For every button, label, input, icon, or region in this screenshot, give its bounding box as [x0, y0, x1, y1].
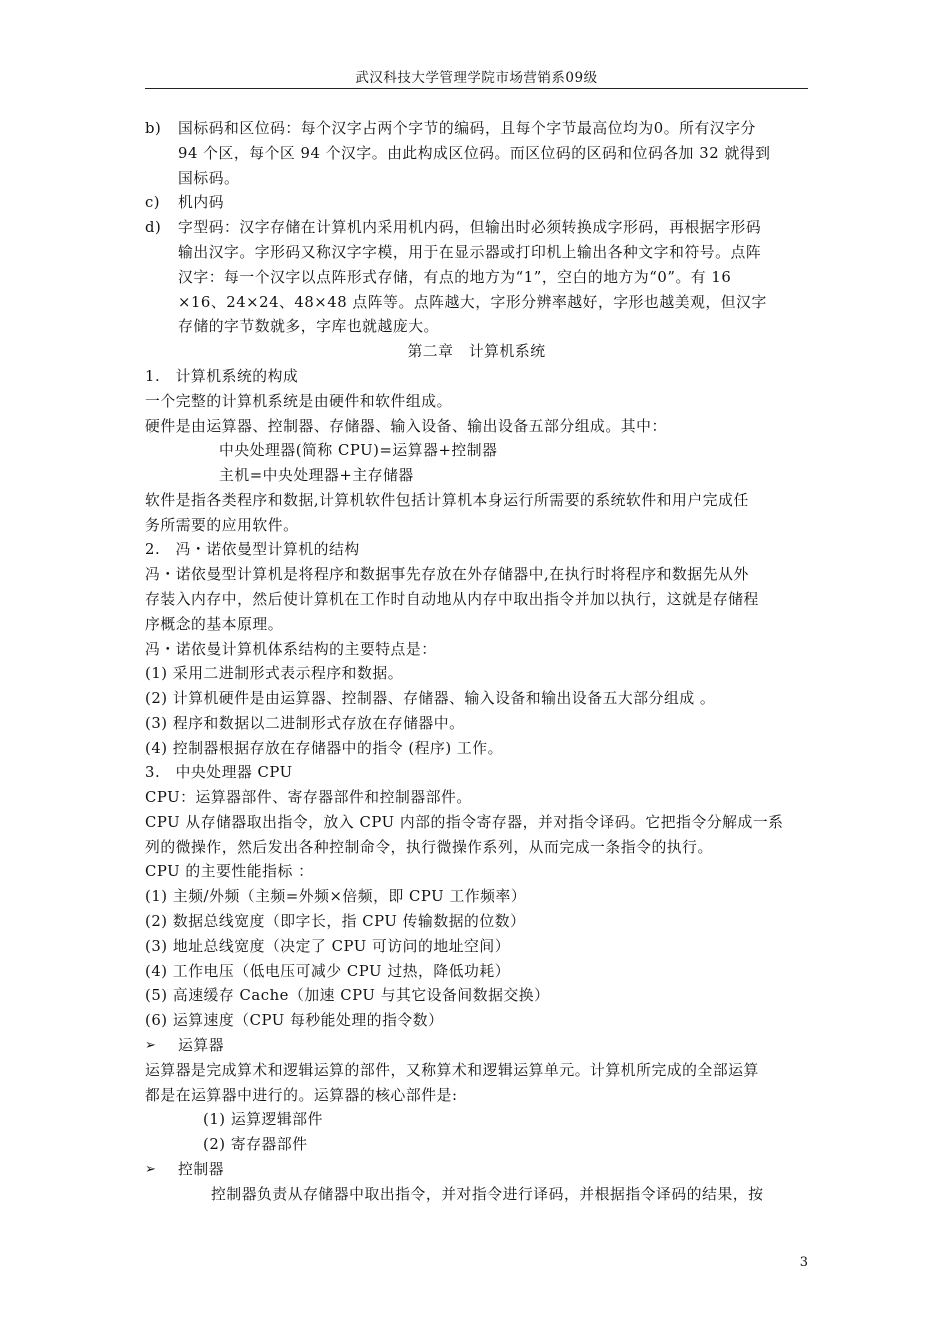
paragraph-line: 冯・诺依曼计算机体系结构的主要特点是： — [145, 641, 437, 658]
list-item: (1) 主频/外频（主频=外频×倍频，即 CPU 工作频率） — [145, 888, 527, 905]
list-marker-d: d) — [145, 219, 162, 236]
list-item: (1) 运算逻辑部件 — [203, 1111, 323, 1128]
header-rule — [145, 88, 808, 89]
list-item: (1) 采用二进制形式表示程序和数据。 — [145, 665, 404, 682]
paragraph-line: CPU 从存储器取出指令，放入 CPU 内部的指令寄存器，并对指令译码。它把指令分解成一系 — [145, 814, 784, 831]
list-b-line-1: 国标码和区位码：每个汉字占两个字节的编码，且每个字节最高位均为0。所有汉字分 — [178, 120, 756, 137]
formula-line: 主机=中央处理器+主存储器 — [219, 467, 414, 484]
list-c-line-1: 机内码 — [178, 194, 225, 211]
list-item: (2) 计算机硬件是由运算器、控制器、存储器、输入设备和输出设备五大部分组成 。 — [145, 690, 716, 707]
paragraph-line: 冯・诺依曼型计算机是将程序和数据事先存放在外存储器中,在执行时将程序和数据先从外 — [145, 566, 749, 583]
controller-heading: 控制器 — [178, 1161, 225, 1178]
list-b-line-3: 国标码。 — [178, 170, 240, 187]
paragraph-line: 硬件是由运算器、控制器、存储器、输入设备、输出设备五部分组成。其中： — [145, 418, 667, 435]
paragraph-line: 控制器负责从存储器中取出指令，并对指令进行译码，并根据指令译码的结果，按 — [211, 1186, 764, 1203]
page-number: 3 — [799, 1255, 808, 1270]
paragraph-line: 软件是指各类程序和数据,计算机软件包括计算机本身运行所需要的系统软件和用户完成任 — [145, 492, 749, 509]
list-item: (4) 控制器根据存放在存储器中的指令 (程序) 工作。 — [145, 740, 503, 757]
section-1-heading: 1. 计算机系统的构成 — [145, 368, 299, 385]
list-d-line-5: 存储的字节数就多，字库也就越庞大。 — [178, 318, 439, 335]
section-2-heading: 2. 冯・诺依曼型计算机的结构 — [145, 541, 360, 558]
page-header: 武汉科技大学管理学院市场营销系09级 — [355, 70, 598, 86]
paragraph-line: 运算器是完成算术和逻辑运算的部件，又称算术和逻辑运算单元。计算机所完成的全部运算 — [145, 1062, 759, 1079]
paragraph-line: 一个完整的计算机系统是由硬件和软件组成。 — [145, 393, 452, 410]
list-b-line-2: 94 个区，每个区 94 个汉字。由此构成区位码。而区位码的区码和位码各加 32 就得到 — [178, 145, 771, 162]
list-item: (2) 寄存器部件 — [203, 1136, 308, 1153]
formula-line: 中央处理器(简称 CPU)=运算器+控制器 — [219, 442, 498, 459]
chapter-title: 第二章 计算机系统 — [407, 343, 546, 360]
paragraph-line: 务所需要的应用软件。 — [145, 517, 299, 534]
paragraph-line: 都是在运算器中进行的。运算器的核心部件是: — [145, 1087, 458, 1104]
paragraph-line: CPU 的主要性能指标 ： — [145, 863, 314, 880]
list-item: (2) 数据总线宽度（即字长，指 CPU 传输数据的位数） — [145, 913, 526, 930]
arrow-bullet-icon: ➢ — [145, 1162, 156, 1177]
paragraph-line: 存装入内存中，然后使计算机在工作时自动地从内存中取出指令并加以执行，这就是存储程 — [145, 591, 759, 608]
list-item: (6) 运算速度（CPU 每秒能处理的指令数） — [145, 1012, 444, 1029]
paragraph-line: 序概念的基本原理。 — [145, 616, 284, 633]
list-item: (3) 地址总线宽度（决定了 CPU 可访问的地址空间） — [145, 938, 511, 955]
list-item: (5) 高速缓存 Cache（加速 CPU 与其它设备间数据交换） — [145, 987, 550, 1004]
list-d-line-2: 输出汉字。字形码又称汉字字模，用于在显示器或打印机上输出各种文字和符号。点阵 — [178, 244, 762, 261]
list-item: (4) 工作电压（低电压可减少 CPU 过热，降低功耗） — [145, 963, 511, 980]
list-item: (3) 程序和数据以二进制形式存放在存储器中。 — [145, 715, 465, 732]
arrow-bullet-icon: ➢ — [145, 1038, 156, 1053]
list-d-line-4: ×16、24×24、48×48 点阵等。点阵越大，字形分辨率越好，字形也越美观，但汉字 — [178, 294, 767, 311]
section-3-heading: 3. 中央处理器 CPU — [145, 764, 293, 781]
paragraph-line: CPU：运算器部件、寄存器部件和控制器部件。 — [145, 789, 472, 806]
list-marker-b: b) — [145, 120, 162, 137]
paragraph-line: 列的微操作，然后发出各种控制命令，执行微操作系列，从而完成一条指令的执行。 — [145, 839, 713, 856]
alu-heading: 运算器 — [178, 1037, 225, 1054]
list-d-line-1: 字型码：汉字存储在计算机内采用机内码，但输出时必须转换成字形码，再根据字形码 — [178, 219, 762, 236]
list-d-line-3: 汉字：每一个汉字以点阵形式存储，有点的地方为“1”，空白的地方为“0”。有 16 — [178, 269, 732, 286]
list-marker-c: c) — [145, 194, 161, 211]
